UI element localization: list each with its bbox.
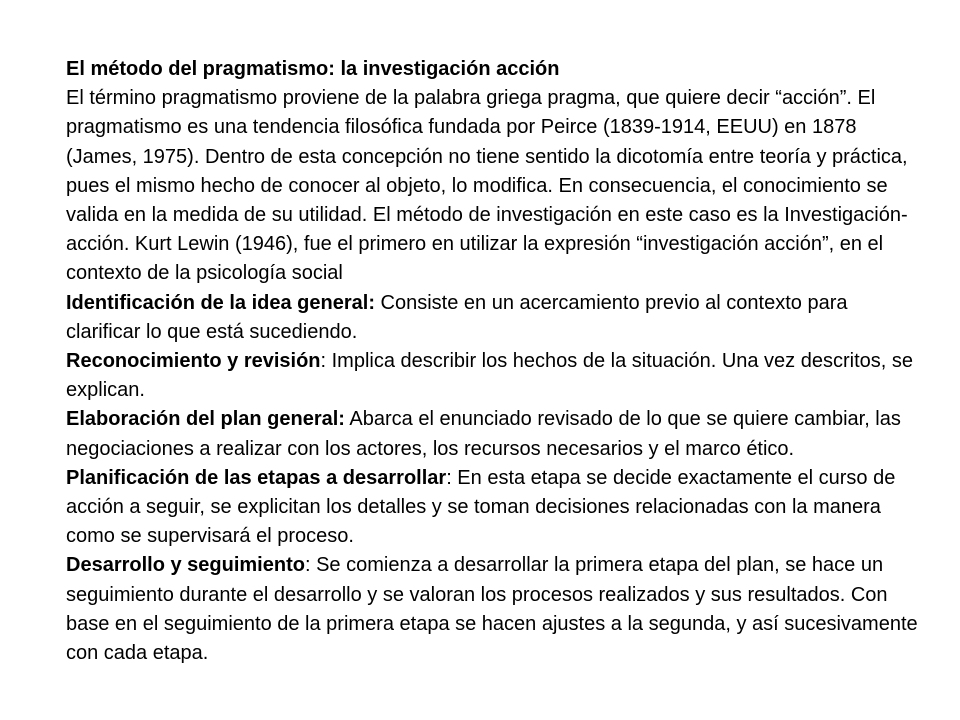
step-desarrollo — [66, 551, 926, 668]
step-term: Identificación de la idea general: — [66, 291, 375, 314]
step-elaboracion — [66, 405, 926, 463]
step-reconocimiento — [66, 347, 926, 405]
step-term: Planificación de las etapas a desarrollar — [66, 466, 447, 489]
step-text: Abarca el enunciado revisado de lo que se quiere cambiar, las negociaciones a realizar con los actores, los recursos necesarios y el marco ético. — [66, 408, 901, 460]
step-text: : Implica describir los hechos de la situación. Una vez descritos, se explican. — [66, 350, 914, 402]
step-identificacion — [66, 289, 926, 347]
step-text: Consiste en un acercamiento previo al contexto para clarificar lo que está sucediendo. — [66, 291, 848, 343]
step-planificacion — [66, 464, 926, 552]
slide-content — [66, 55, 926, 668]
step-term: Elaboración del plan general: — [66, 408, 345, 431]
slide-title: El método del pragmatismo: la investigación acción — [66, 58, 560, 80]
step-text: : En esta etapa se decide exactamente el curso de acción a seguir, se explicitan los detalles y se toman decisiones relacionadas con la manera como se supervisará el proceso. — [66, 466, 896, 548]
step-term: Reconocimiento y revisión — [66, 350, 321, 373]
step-text: : Se comienza a desarrollar la primera etapa del plan, se hace un seguimiento durante el desarrollo y se valoran los procesos realizados y sus resultados. Con base en el seguimiento de la primera etapa se hacen ajustes a la segunda, y así sucesivamente con cada etapa. — [66, 554, 918, 665]
step-term: Desarrollo y seguimiento — [66, 554, 305, 577]
intro-paragraph: El término pragmatismo proviene de la palabra griega pragma, que quiere decir “acción”. El pragmatismo es una tendencia filosófica fundada por Peirce (1839-1914, EEUU) en 1878 (James, 1975). Dentro de esta concepción no tiene sentido la dicotomía entre teoría y práctica, pues el mismo hecho de conocer al objeto, lo modifica. En consecuencia, el conocimiento se valida en la medida de su utilidad. El método de investigación en este caso es la Investigación-acción. Kurt Lewin (1946), fue el primero en utilizar la expresión “investigación acción”, en el contexto de la psicología social — [66, 87, 908, 285]
